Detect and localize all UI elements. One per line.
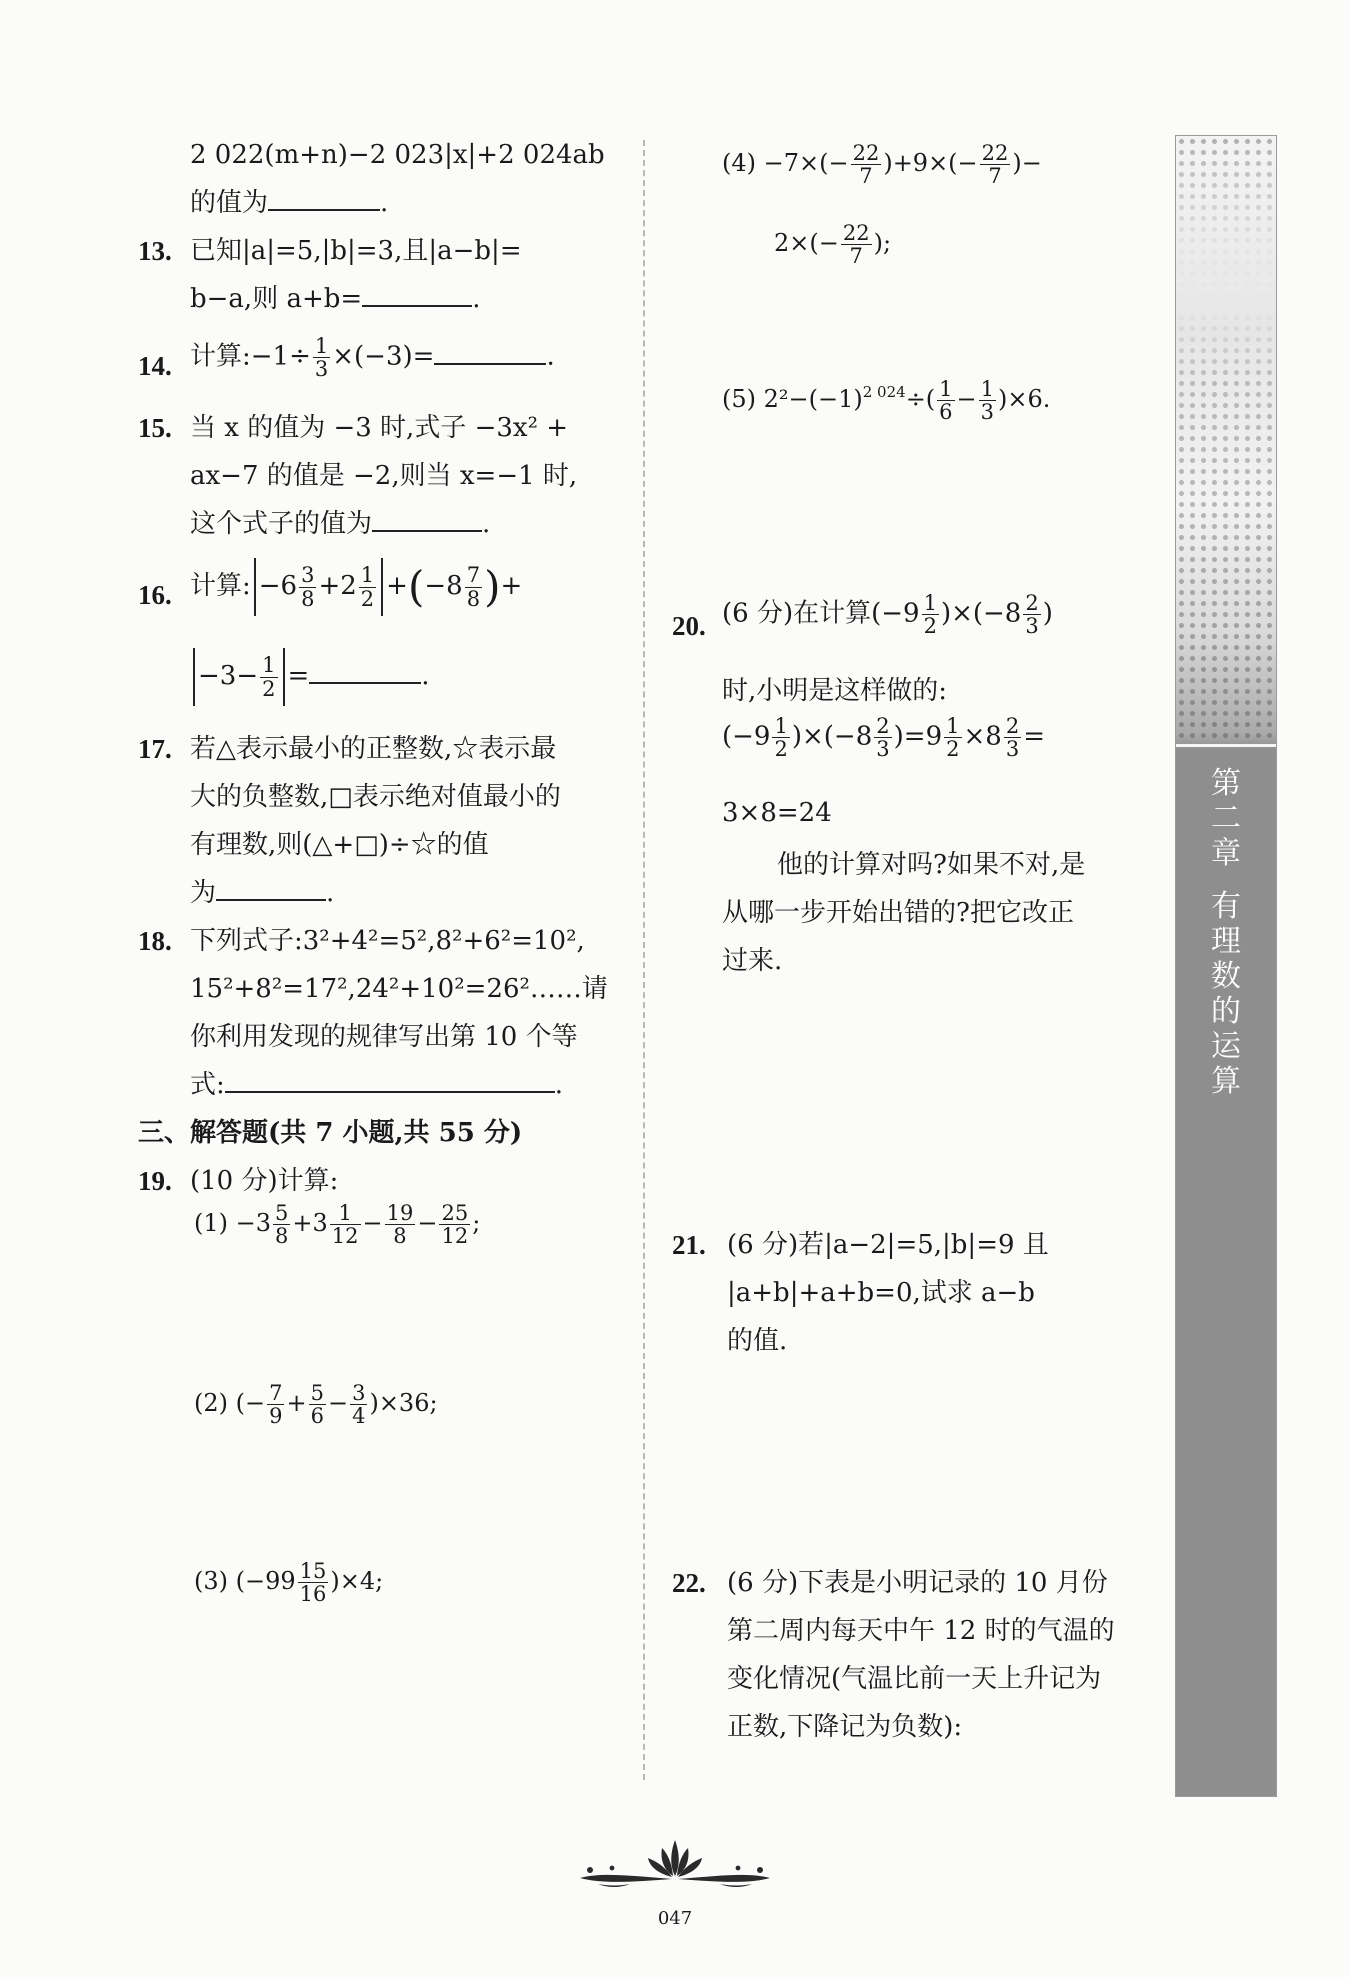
q20-line2: 时,小明是这样做的: — [722, 676, 948, 706]
q18-line1: 下列式子:3²+4²=5²,8²+6²=10², — [190, 926, 585, 956]
q18-number: 18. — [138, 926, 172, 956]
q20-line1: (6 分)在计算(−9 $\frac{1}{2}$ )×(−8 $\frac{2}{3}$ ) — [722, 591, 1053, 639]
q18-line2: 15²+8²=17²,24²+10²=26²……请 — [190, 974, 608, 1004]
q21-line1: (6 分)若|a−2|=5,|b|=9 且 — [727, 1230, 1049, 1260]
answer-blank[interactable] — [372, 530, 482, 532]
q16-line2: −3− $\frac{1}{2}$ = . — [190, 648, 430, 706]
q13-line2: b−a,则 a+b= . — [190, 284, 481, 314]
section-3-heading: 三、解答题(共 7 小题,共 55 分) — [138, 1118, 523, 1148]
q17-line3: 有理数,则(△+□)÷☆的值 — [190, 830, 489, 860]
chapter-char: 算 — [1211, 1064, 1241, 1099]
q12-line1: 2 022(m+n)−2 023|x|+2 024ab — [190, 140, 605, 170]
q19-4-line1: (4) −7×(− $\frac{22}{7}$ )+9×(− $\frac{22}{7}$ )− — [722, 141, 1042, 189]
q15-line2: ax−7 的值是 −2,则当 x=−1 时, — [190, 461, 578, 491]
chapter-char: 数 — [1211, 959, 1241, 994]
chapter-char: 第 — [1211, 766, 1241, 801]
q21-number: 21. — [672, 1230, 706, 1260]
fraction: $\frac{1}{3}$ — [314, 334, 329, 382]
sidebar-separator — [1176, 744, 1276, 747]
q22-line3: 变化情况(气温比前一天上升记为 — [727, 1664, 1102, 1694]
q20-line4: 3×8=24 — [722, 798, 832, 828]
chapter-char: 运 — [1211, 1029, 1241, 1064]
q15-line1: 当 x 的值为 −3 时,式子 −3x² + — [190, 413, 569, 443]
column-divider — [643, 140, 645, 1780]
page-number: 047 — [657, 1908, 693, 1929]
answer-blank[interactable] — [309, 682, 421, 684]
q17-number: 17. — [138, 734, 172, 764]
answer-blank[interactable] — [362, 305, 472, 307]
floral-ornament-icon — [572, 1832, 778, 1892]
q20-line5: 他的计算对吗?如果不对,是 — [777, 850, 1086, 880]
q16-line1: 计算: −6 $\frac{3}{8}$ +2 $\frac{1}{2}$ +(−8 $\frac{7}{8}$ )+ — [190, 558, 522, 616]
q19-number: 19. — [138, 1166, 172, 1196]
q19-heading: (10 分)计算: — [190, 1166, 339, 1196]
q18-line4: 式: . — [190, 1070, 564, 1100]
q17-line2: 大的负整数,□表示绝对值最小的 — [190, 782, 561, 812]
q19-4-line2: 2×(− $\frac{22}{7}$ ); — [774, 221, 892, 269]
q13-number: 13. — [138, 236, 172, 266]
q14-expression: 计算:−1÷ $\frac{1}{3}$ ×(−3)= . — [190, 334, 555, 382]
chapter-title — [1176, 766, 1276, 1099]
q19-5: (5) $2^2-(-1)^{2 024}\div$( $\frac{1}{6}$ − $\frac{1}{3}$ )×6. — [722, 377, 1051, 425]
q16-number: 16. — [138, 580, 172, 610]
chapter-char: 章 — [1211, 836, 1241, 871]
q19-3: (3) (−99 $\frac{15}{16}$ )×4; — [194, 1559, 384, 1607]
halftone-pattern — [1176, 136, 1276, 746]
q20-line6: 从哪一步开始出错的?把它改正 — [722, 898, 1074, 928]
chapter-sidebar — [1175, 135, 1277, 1797]
q13-line1: 已知|a|=5,|b|=3,且|a−b|= — [190, 236, 522, 266]
q20-solution: (−9 $\frac{1}{2}$ )×(−8 $\frac{2}{3}$ )=9 $\frac{1}{2}$ ×8 $\frac{2}{3}$ = — [722, 714, 1045, 762]
chapter-char: 有 — [1211, 889, 1241, 924]
q22-line1: (6 分)下表是小明记录的 10 月份 — [727, 1568, 1108, 1598]
q17-line4: 为 . — [190, 878, 335, 908]
q22-line4: 正数,下降记为负数): — [727, 1712, 963, 1742]
q15-number: 15. — [138, 413, 172, 443]
answer-blank[interactable] — [268, 209, 380, 211]
q21-line3: 的值. — [727, 1326, 788, 1356]
q22-line2: 第二周内每天中午 12 时的气温的 — [727, 1616, 1115, 1646]
chapter-char: 理 — [1211, 924, 1241, 959]
q22-number: 22. — [672, 1568, 706, 1598]
q18-line3: 你利用发现的规律写出第 10 个等 — [190, 1022, 578, 1052]
q14-number: 14. — [138, 351, 172, 381]
q15-line3: 这个式子的值为 . — [190, 509, 491, 539]
answer-blank[interactable] — [216, 899, 326, 901]
answer-blank[interactable] — [225, 1091, 555, 1093]
q17-line1: 若△表示最小的正整数,☆表示最 — [190, 734, 557, 764]
q20-line7: 过来. — [722, 946, 783, 976]
answer-blank[interactable] — [434, 363, 546, 365]
q19-2: (2) (− $\frac{7}{9}$ + $\frac{5}{6}$ − $\frac{3}{4}$ )×36; — [194, 1381, 438, 1429]
q21-line2: |a+b|+a+b=0,试求 a−b — [727, 1278, 1035, 1308]
chapter-char: 二 — [1211, 801, 1241, 836]
q19-1: (1) −3 $\frac{5}{8}$ +3 $\frac{1}{12}$ − $\frac{19}{8}$ − $\frac{25}{12}$ ; — [194, 1201, 481, 1249]
chapter-char: 的 — [1211, 994, 1241, 1029]
q12-line2: 的值为 . — [190, 188, 389, 218]
q20-number: 20. — [672, 611, 706, 641]
chapter-gap — [1176, 871, 1276, 889]
